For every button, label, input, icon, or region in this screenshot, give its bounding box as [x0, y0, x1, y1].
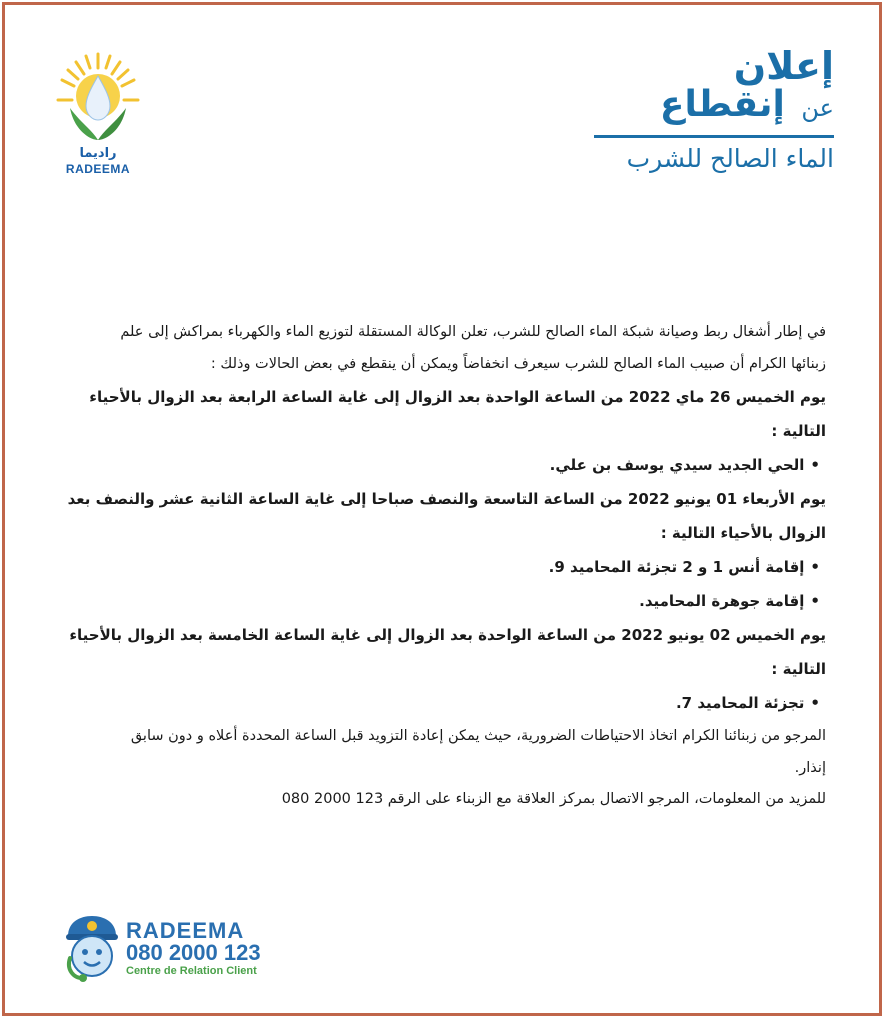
- list-item-label: إقامة أنس 1 و 2 تجزئة المحاميد 9.: [548, 558, 805, 576]
- section-3-heading: يوم الخميس 02 يونيو 2022 من الساعة الواحدة بعد الزوال إلى غاية الساعة الخامسة بعد الزوال بالأحياء التالية :: [69, 626, 826, 678]
- title-divider: [594, 135, 834, 138]
- sun-water-drop-icon: [56, 50, 140, 146]
- title-drinking-water: الماء الصالح للشرب: [626, 144, 834, 173]
- customer-center-text: [126, 920, 261, 978]
- title-about: عن: [801, 94, 834, 122]
- logo-arabic-name: راديما: [79, 146, 117, 161]
- section-2-heading-line-2: الزوال بالأحياء التالية :: [660, 524, 826, 542]
- list-item-label: الحي الجديد سيدي يوسف بن علي.: [549, 456, 805, 474]
- list-item: [48, 448, 826, 482]
- announcement-body: [48, 316, 826, 814]
- announcement-title: [594, 46, 834, 174]
- title-interruption: [594, 86, 834, 127]
- title-announcement: إعلان: [733, 44, 834, 88]
- bullet-icon: •: [810, 456, 820, 474]
- mascot-icon: [60, 912, 124, 984]
- list-item: [48, 686, 826, 720]
- section-2-heading-line-1: يوم الأربعاء 01 يونيو 2022 من الساعة التاسعة والنصف صباحا إلى غاية الساعة الثانية عشر والنصف بعد: [67, 490, 826, 508]
- logo-latin-name: RADEEMA: [65, 162, 131, 176]
- list-item: [48, 550, 826, 584]
- customer-center-logo: [60, 912, 270, 992]
- title-interruption-word: إنقطاع: [659, 84, 785, 125]
- bullet-icon: •: [810, 694, 820, 712]
- bullet-icon: •: [810, 592, 820, 610]
- intro-line-2: زبنائها الكرام أن صبيب الماء الصالح للشرب سيعرف انخفاضاً ويمكن أن ينقطع في بعض الحالات وذلك :: [210, 356, 826, 372]
- list-item-label: إقامة جوهرة المحاميد.: [639, 592, 805, 610]
- footer-phone: 080 2000 123: [126, 940, 261, 965]
- notice-line-2: إنذار.: [794, 760, 826, 776]
- bullet-icon: •: [810, 558, 820, 576]
- intro-line-1: في إطار أشغال ربط وصيانة شبكة الماء الصالح للشرب، تعلن الوكالة المستقلة لتوزيع الماء والكهرباء بمراكش إلى علم: [120, 324, 826, 340]
- radeema-logo: [56, 50, 140, 180]
- section-1-heading: يوم الخميس 26 ماي 2022 من الساعة الواحدة بعد الزوال إلى غاية الساعة الرابعة بعد الزوال بالأحياء التالية :: [89, 388, 826, 440]
- notice-line-1: المرجو من زبنائنا الكرام اتخاذ الاحتياطات الضرورية، حيث يمكن إعادة التزويد قبل الساعة المحددة أعلاه و دون سابق: [130, 728, 826, 744]
- contact-line: للمزيد من المعلومات، المرجو الاتصال بمركز العلاقة مع الزبناء على الرقم 123 2000 080: [281, 791, 826, 807]
- list-item: [48, 584, 826, 618]
- footer-brand: RADEEMA: [126, 918, 245, 943]
- list-item-label: تجزئة المحاميد 7.: [675, 694, 805, 712]
- footer-subtitle: Centre de Relation Client: [126, 965, 257, 977]
